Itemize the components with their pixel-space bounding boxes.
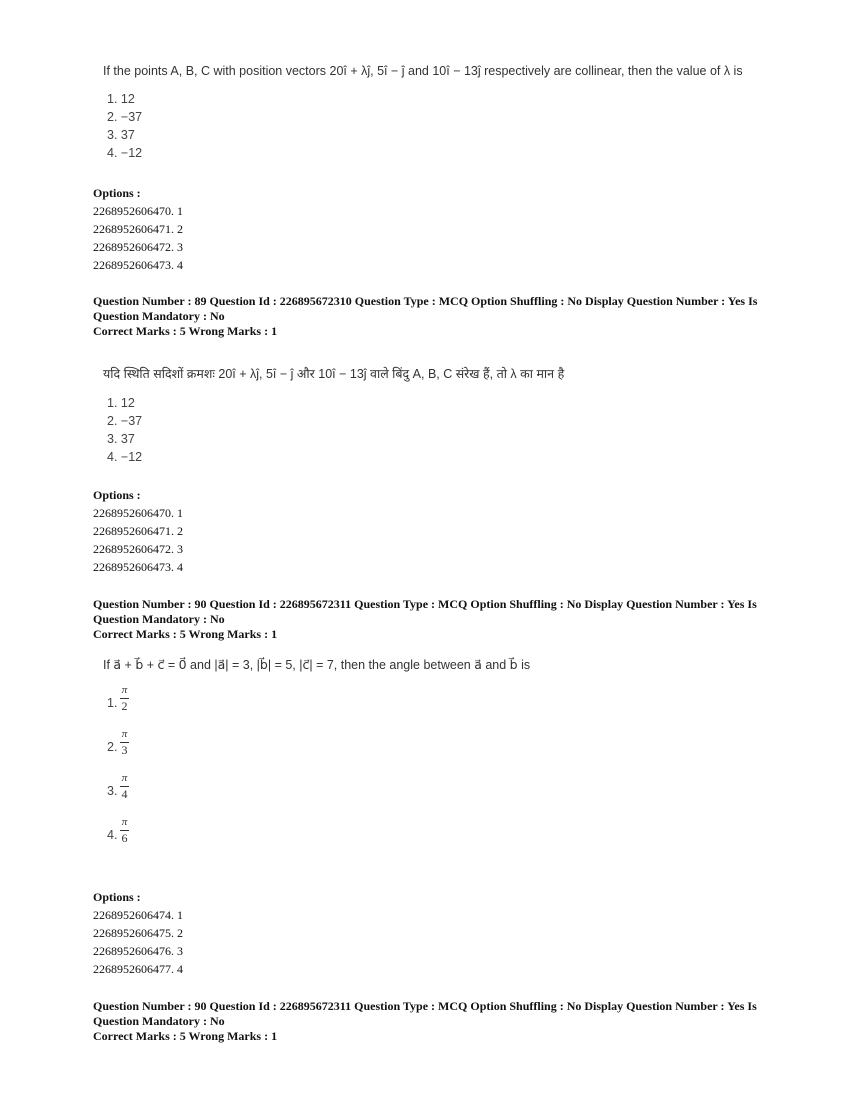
options-block-3 bbox=[93, 888, 183, 978]
fraction bbox=[120, 816, 129, 845]
question-meta-line: Question Number : 90 Question Id : 226895672311 Question Type : MCQ Option Shuffling : No Display Question Number : Yes Is bbox=[93, 597, 757, 611]
question-89-stem: यदि स्थिति सदिशों क्रमशः 20î + λĵ, 5î − ĵ और 10î − 13ĵ वाले बिंदु A, B, C संरेख हैं, तो λ का मान है bbox=[103, 367, 565, 381]
option-id-row: 2268952606473. 4 bbox=[93, 560, 183, 574]
question-mandatory-line: Question Mandatory : No bbox=[93, 612, 225, 626]
option-id-row: 2268952606471. 2 bbox=[93, 524, 183, 538]
option-id-row: 2268952606471. 2 bbox=[93, 222, 183, 236]
question-90-option-list bbox=[103, 684, 530, 860]
question-90-option-4 bbox=[103, 816, 530, 860]
option-id-row: 2268952606470. 1 bbox=[93, 204, 183, 218]
fraction-numerator: π bbox=[121, 772, 128, 784]
question-marks-line: Correct Marks : 5 Wrong Marks : 1 bbox=[93, 324, 278, 338]
question-90-repeat-meta bbox=[93, 999, 763, 1044]
question-88-option-4: 4. −12 bbox=[107, 146, 143, 160]
fraction-denominator: 3 bbox=[121, 743, 128, 757]
question-89-meta bbox=[93, 294, 763, 339]
fraction-denominator: 2 bbox=[121, 699, 128, 713]
question-meta-line: Question Number : 90 Question Id : 226895672311 Question Type : MCQ Option Shuffling : No Display Question Number : Yes Is bbox=[93, 999, 757, 1013]
options-heading: Options : bbox=[93, 488, 141, 502]
option-id-row: 2268952606470. 1 bbox=[93, 506, 183, 520]
option-number: 3. bbox=[107, 784, 118, 798]
options-block-1 bbox=[93, 184, 183, 274]
option-id-row: 2268952606475. 2 bbox=[93, 926, 183, 940]
question-90-option-3 bbox=[103, 772, 530, 816]
question-90-meta bbox=[93, 597, 763, 642]
fraction-numerator: π bbox=[121, 684, 128, 696]
fraction bbox=[120, 772, 129, 801]
options-heading: Options : bbox=[93, 186, 141, 200]
option-number: 4. bbox=[107, 828, 118, 842]
option-id-row: 2268952606472. 3 bbox=[93, 542, 183, 556]
option-id-row: 2268952606477. 4 bbox=[93, 962, 183, 976]
option-number: 1. bbox=[107, 696, 118, 710]
question-88-option-1: 1. 12 bbox=[107, 92, 135, 106]
question-90-image bbox=[103, 657, 530, 860]
question-mandatory-line: Question Mandatory : No bbox=[93, 1014, 225, 1028]
option-number: 2. bbox=[107, 740, 118, 754]
question-marks-line: Correct Marks : 5 Wrong Marks : 1 bbox=[93, 627, 278, 641]
option-id-row: 2268952606472. 3 bbox=[93, 240, 183, 254]
option-id-row: 2268952606476. 3 bbox=[93, 944, 183, 958]
question-89-option-4: 4. −12 bbox=[107, 450, 143, 464]
options-block-2 bbox=[93, 486, 183, 576]
question-89-option-3: 3. 37 bbox=[107, 432, 135, 446]
question-89-image bbox=[103, 365, 564, 466]
question-88-option-list bbox=[107, 90, 743, 162]
question-89-option-list bbox=[107, 394, 564, 466]
fraction bbox=[120, 684, 129, 713]
question-89-option-1: 1. 12 bbox=[107, 396, 135, 410]
option-id-row: 2268952606474. 1 bbox=[93, 908, 183, 922]
question-88-option-3: 3. 37 bbox=[107, 128, 135, 142]
question-90-option-1 bbox=[103, 684, 530, 728]
fraction-numerator: π bbox=[121, 816, 128, 828]
question-88-image bbox=[103, 64, 743, 162]
fraction bbox=[120, 728, 129, 757]
fraction-denominator: 4 bbox=[121, 787, 128, 801]
question-meta-line: Question Number : 89 Question Id : 226895672310 Question Type : MCQ Option Shuffling : No Display Question Number : Yes Is bbox=[93, 294, 758, 308]
question-90-stem: If a⃗ + b⃗ + c⃗ = 0⃗ and |a⃗| = 3, |b⃗| = 5, |c⃗| = 7, then the angle between a⃗ and b⃗ is bbox=[103, 658, 531, 672]
fraction-numerator: π bbox=[121, 728, 128, 740]
question-marks-line: Correct Marks : 5 Wrong Marks : 1 bbox=[93, 1029, 278, 1043]
options-heading: Options : bbox=[93, 890, 141, 904]
question-88-stem: If the points A, B, C with position vectors 20î + λĵ, 5î − ĵ and 10î − 13ĵ respectively are collinear, then the value of λ is bbox=[103, 64, 743, 78]
option-id-row: 2268952606473. 4 bbox=[93, 258, 183, 272]
question-mandatory-line: Question Mandatory : No bbox=[93, 309, 225, 323]
question-89-option-2: 2. −37 bbox=[107, 414, 143, 428]
fraction-denominator: 6 bbox=[121, 831, 128, 845]
question-88-option-2: 2. −37 bbox=[107, 110, 143, 124]
question-90-option-2 bbox=[103, 728, 530, 772]
